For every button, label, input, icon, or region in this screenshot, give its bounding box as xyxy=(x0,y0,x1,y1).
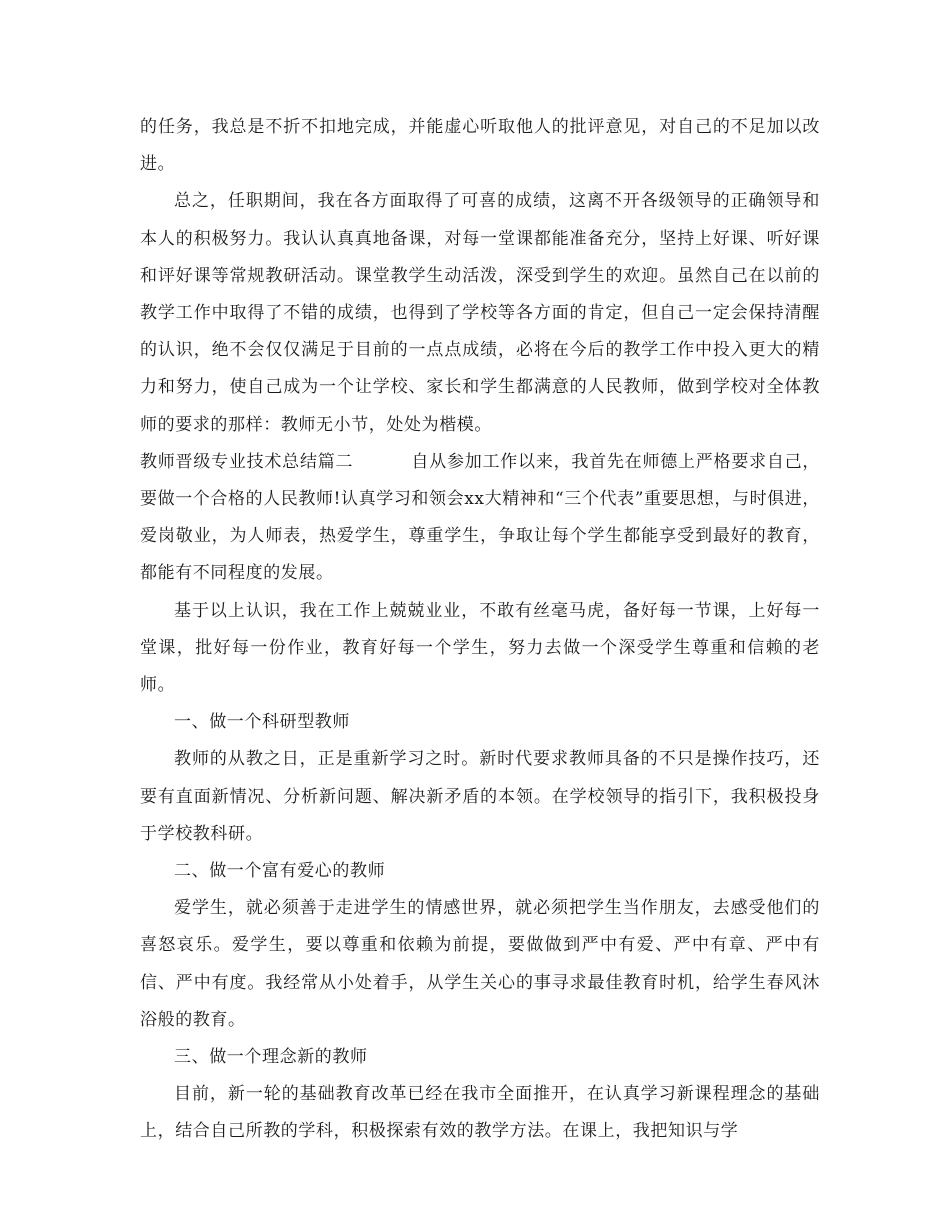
paragraph-4: 基于以上认识，我在工作上兢兢业业，不敢有丝毫马虎，备好每一节课，上好每一堂课，批好每一份作业，教育好每一个学生，努力去做一个深受学生尊重和信赖的老师。 xyxy=(140,600,820,696)
paragraph-6: 教师的从教之日，正是重新学习之时。新时代要求教师具备的不只是操作技巧，还要有直面新情况、分析新问题、解决新矛盾的本领。在学校领导的指引下，我积极投身于学校教科研。 xyxy=(140,749,820,844)
paragraph-8: 爱学生，就必须善于走进学生的情感世界，就必须把学生当作朋友，去感受他们的喜怒哀乐。爱学生，要以尊重和依赖为前提，要做做到严中有爱、严中有章、严中有信、严中有度。我经常从小处着手，从学生关心的事寻求最佳教育时机，给学生春风沐浴般的教育。 xyxy=(140,898,820,1030)
section-title: 教师晋级专业技术总结篇二 xyxy=(140,451,354,472)
paragraph-2: 总之，任职期间，我在各方面取得了可喜的成绩，这离不开各级领导的正确领导和本人的积极努力。我认认真真地备课，对每一堂课都能准备充分，坚持上好课、听好课和评好课等常规教研活动。课堂教学生动活泼，深受到学生的欢迎。虽然自己在以前的教学工作中取得了不错的成绩，也得到了学校等各方面的肯定，但自己一定会保持清醒的认识，绝不会仅仅满足于目前的一点点成绩，必将在今后的教学工作中投入更大的精力和努力，使自己成为一个让学校、家长和学生都满意的人民教师，做到学校对全体教师的要求的那样：教师无小节，处处为楷模。 xyxy=(140,191,820,435)
paragraph-1: 的任务，我总是不折不扣地完成，并能虚心听取他人的批评意见，对自己的不足加以改进。 xyxy=(140,117,820,175)
paragraph-3 xyxy=(140,444,820,593)
subheading-1: 一、做一个科研型教师 xyxy=(174,712,350,733)
paragraph-3-text: 自从参加工作以来，我首先在师德上严格要求自己，要做一个合格的人民教师!认真学习和领会xx大精神和“三个代表”重要思想，与时俱进，爱岗敬业，为人师表，热爱学生，尊重学生，争取让每个学生都能享受到最好的教育，都能有不同程度的发展。 xyxy=(140,451,820,584)
paragraph-10: 目前，新一轮的基础教育改革已经在我市全面推开，在认真学习新课程理念的基础上，结合自己所教的学科，积极探索有效的教学方法。在课上，我把知识与学 xyxy=(140,1084,820,1142)
subheading-2: 二、做一个富有爱心的教师 xyxy=(174,861,386,882)
document-body xyxy=(140,109,820,1151)
subheading-3: 三、做一个理念新的教师 xyxy=(174,1047,368,1068)
